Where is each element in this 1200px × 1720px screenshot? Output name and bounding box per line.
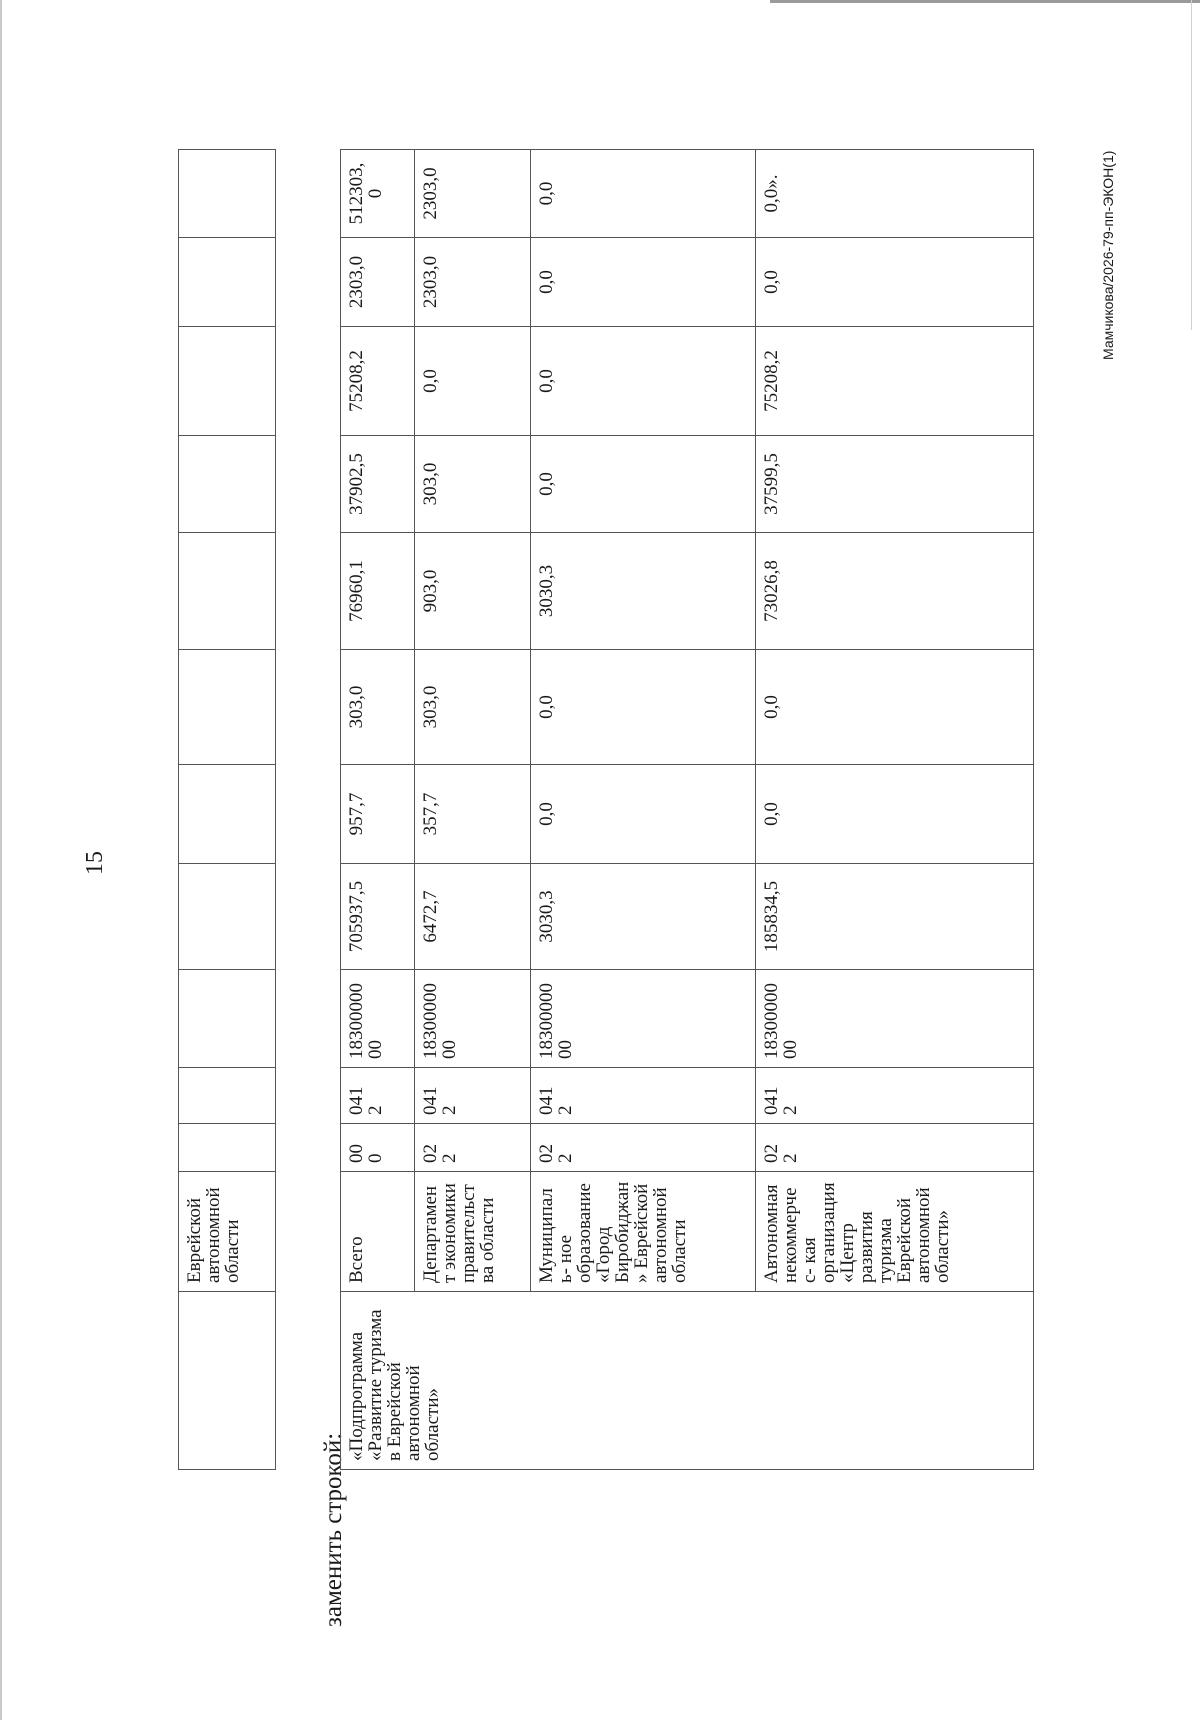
- amount-cell: 903,0: [415, 533, 531, 650]
- amount-cell: 0,0: [531, 327, 756, 436]
- amount-cell: 3030,3: [531, 864, 756, 970]
- amount-cell: 0,0: [531, 650, 756, 765]
- executor-cell: Муниципаль- ное образование «Город Биробиджан» Еврейской автономной области: [531, 1172, 756, 1292]
- amount-cell: 0,0: [531, 436, 756, 533]
- previous-empty-cell: [179, 1292, 276, 1470]
- amount-cell: 0,0: [531, 238, 756, 327]
- amount-cell: 6472,7: [415, 864, 531, 970]
- grbs-cell: 02 2: [756, 1124, 1034, 1172]
- amount-cell: 0,0: [531, 765, 756, 864]
- rz-cell: 041 2: [531, 1068, 756, 1124]
- amount-cell: 0,0: [756, 650, 1034, 765]
- amount-cell: 2303,0: [415, 150, 531, 238]
- table-row: [341, 150, 415, 1470]
- amount-cell: 3030,3: [531, 533, 756, 650]
- amount-cell: 0,0».: [756, 150, 1034, 238]
- csr-cell: 18300000 00: [415, 970, 531, 1068]
- amount-cell: 303,0: [415, 650, 531, 765]
- amount-cell: 303,0: [415, 436, 531, 533]
- amount-cell: 957,7: [341, 765, 415, 864]
- amount-cell: 303,0: [341, 650, 415, 765]
- amount-cell: 2303,0: [341, 238, 415, 327]
- page-number: 15: [82, 851, 108, 875]
- amount-cell: 76960,1: [341, 533, 415, 650]
- executor-cell: Автономная некоммерчес- кая организация «Центр развития туризма Еврейской автономной области»: [756, 1172, 1034, 1292]
- amount-cell: 185834,5: [756, 864, 1034, 970]
- rz-cell: 041 2: [756, 1068, 1034, 1124]
- amount-cell: 0,0: [756, 765, 1034, 864]
- amount-cell: 75208,2: [341, 327, 415, 436]
- amount-cell: 0,0: [756, 238, 1034, 327]
- amount-cell: 2303,0: [415, 238, 531, 327]
- csr-cell: 18300000 00: [756, 970, 1034, 1068]
- amount-cell: 37599,5: [756, 436, 1034, 533]
- grbs-cell: 02 2: [415, 1124, 531, 1172]
- budget-table: [340, 149, 1034, 1470]
- grbs-cell: 02 2: [531, 1124, 756, 1172]
- program-name-cell: «Подпрограмма «Развитие туризма в Еврейской автономной области»: [341, 1292, 1034, 1470]
- rz-cell: 041 2: [341, 1068, 415, 1124]
- grbs-cell: 00 0: [341, 1124, 415, 1172]
- amount-cell: 37902,5: [341, 436, 415, 533]
- table-row: [756, 150, 1034, 1470]
- amount-cell: 512303,0: [341, 150, 415, 238]
- footer-document-code: Мамчикова/2026-79-пп-ЭКОН(1): [1100, 150, 1116, 360]
- executor-cell: Департамент экономики правительства области: [415, 1172, 531, 1292]
- csr-cell: 18300000 00: [341, 970, 415, 1068]
- amount-cell: 0,0: [415, 327, 531, 436]
- csr-cell: 18300000 00: [531, 970, 756, 1068]
- amount-cell: 73026,8: [756, 533, 1034, 650]
- replace-label: заменить строкой:: [320, 1432, 347, 1627]
- amount-cell: 75208,2: [756, 327, 1034, 436]
- executor-cell: Всего: [341, 1172, 415, 1292]
- rz-cell: 041 2: [415, 1068, 531, 1124]
- table-row: [415, 150, 531, 1470]
- amount-cell: 357,7: [415, 765, 531, 864]
- amount-cell: 705937,5: [341, 864, 415, 970]
- table-row: [531, 150, 756, 1470]
- previous-owner-cell: Еврейской автономной области: [179, 1172, 276, 1292]
- amount-cell: 0,0: [531, 150, 756, 238]
- previous-table-fragment: [178, 149, 276, 1470]
